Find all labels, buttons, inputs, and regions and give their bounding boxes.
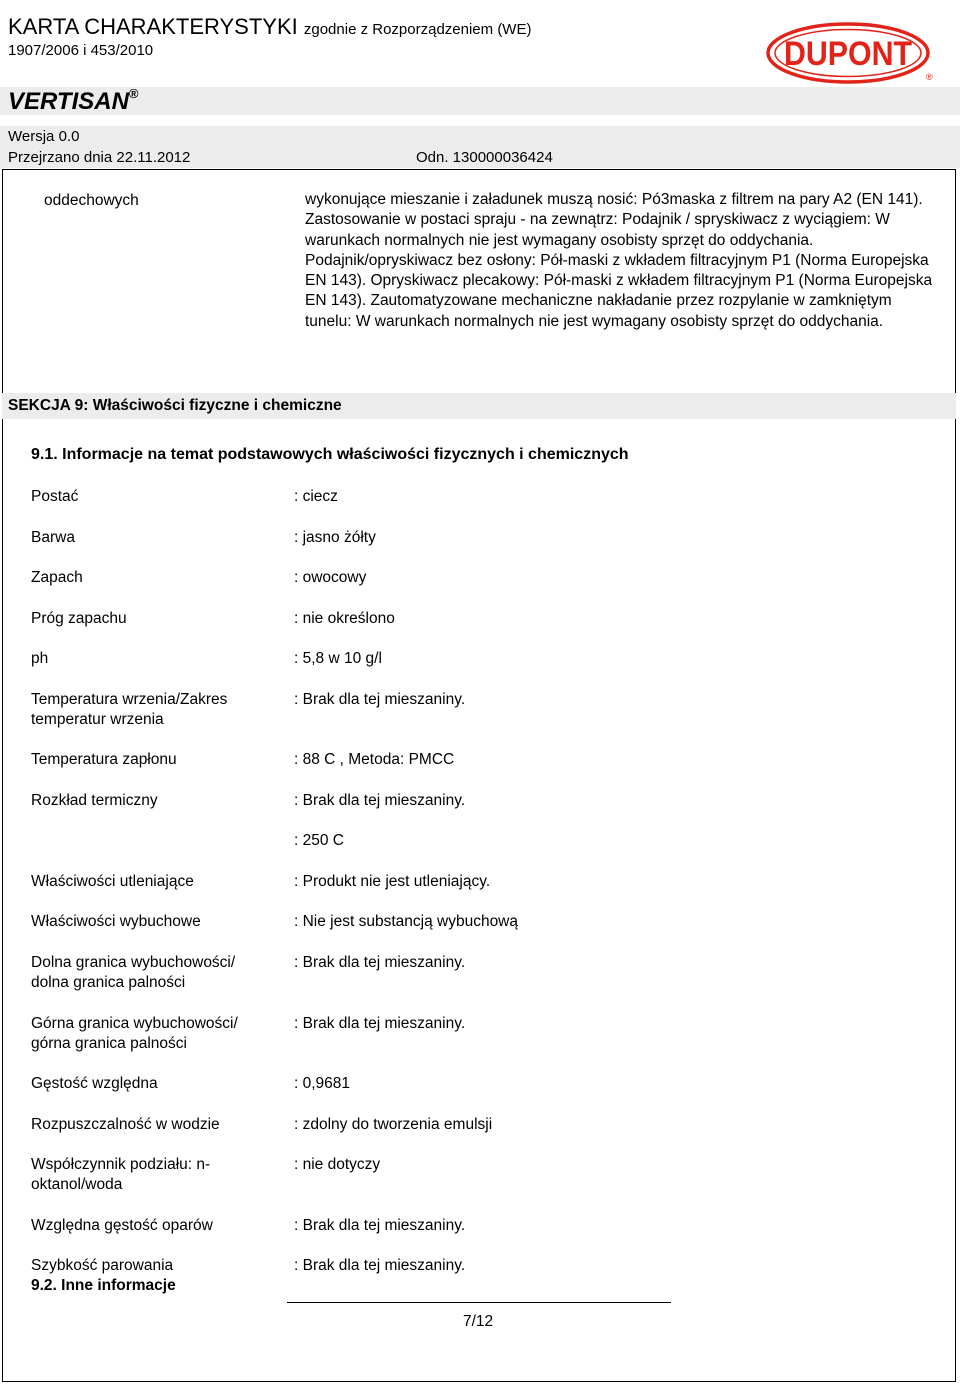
property-value: : ciecz [294, 488, 338, 505]
dupont-logo [766, 22, 934, 84]
version: Wersja 0.0 [8, 128, 80, 145]
page-number: 7/12 [463, 1313, 494, 1330]
property-label: Współczynnik podziału: n-oktanol/woda [31, 1156, 211, 1194]
property-value: : Brak dla tej mieszaniny. [294, 954, 466, 971]
logo-registered-mark: ® [926, 72, 933, 82]
property-value: : owocowy [294, 569, 367, 586]
property-value: : Brak dla tej mieszaniny. [294, 1257, 466, 1274]
header-band-product [0, 87, 960, 115]
document-title [8, 14, 531, 40]
property-value: : Brak dla tej mieszaniny. [294, 1015, 466, 1032]
property-label: Próg zapachu [31, 610, 127, 627]
property-label: Właściwości utleniające [31, 873, 194, 890]
property-value: : zdolny do tworzenia emulsji [294, 1116, 493, 1133]
property-label: Względna gęstość oparów [31, 1217, 213, 1234]
continued-label: oddechowych [44, 192, 139, 209]
property-label: Rozpuszczalność w wodzie [31, 1116, 220, 1133]
property-label: Gęstość względna [31, 1075, 158, 1092]
property-label: Dolna granica wybuchowości/ dolna granica palności [31, 954, 236, 992]
property-label: Górna granica wybuchowości/ górna granica palności [31, 1015, 238, 1053]
content-frame [2, 169, 956, 1382]
property-value: : 250 C [294, 832, 344, 849]
product-name-text: VERTISAN [8, 88, 129, 115]
property-value: : 0,9681 [294, 1075, 351, 1092]
title-main: KARTA CHARAKTERYSTYKI [8, 14, 298, 39]
continued-text: wykonujące mieszanie i załadunek muszą nosić: Pó3maska z filtrem na pary A2 (EN 141). Zastosowanie w postaci spraju - na zewnątrz: Podajnik / spryskiwacz z wyciągiem: W warunkach normalnych nie jest wymagany osobisty sprzęt do oddychania. Podajnik/opryskiwacz bez osłony: Pół-maski z wkładem filtracyjnym P1 (Norma Europejska EN 143). Opryskiwacz plecakowy: Pół-maski z wkładem filtracyjnym P1 (Norma Europejska EN 143). Zautomatyzowane mechaniczne nakładanie przez rozpylanie w zamkniętym tunelu: W warunkach normalnych nie jest wymagany osobisty sprzęt do oddychania. [305, 191, 933, 330]
property-label: Szybkość parowania [31, 1257, 174, 1274]
title-sub: zgodnie z Rozporządzeniem (WE) [303, 21, 532, 38]
registered-mark: ® [128, 86, 139, 101]
property-label: Właściwości wybuchowe [31, 913, 201, 930]
property-label: Temperatura wrzenia/Zakres temperatur wrzenia [31, 691, 228, 729]
property-value: : nie dotyczy [294, 1156, 381, 1173]
revision-date: Przejrzano dnia 22.11.2012 [8, 149, 191, 166]
property-value: : jasno żółty [294, 529, 376, 546]
property-value: : Nie jest substancją wybuchową [294, 913, 519, 930]
property-label: Rozkład termiczny [31, 792, 158, 809]
property-label: Barwa [31, 529, 75, 546]
subsection-title: 9.1. Informacje na temat podstawowych właściwości fizycznych i chemicznych [31, 446, 629, 463]
section-title: SEKCJA 9: Właściwości fizyczne i chemiczne [8, 397, 342, 414]
property-label: ph [31, 650, 49, 667]
property-value: : Brak dla tej mieszaniny. [294, 691, 466, 708]
property-value: : 88 C , Metoda: PMCC [294, 751, 455, 768]
other-info-heading: 9.2. Inne informacje [31, 1277, 176, 1294]
property-value: : Brak dla tej mieszaniny. [294, 792, 466, 809]
footer-divider [287, 1302, 671, 1303]
logo-text: DUPONT [784, 35, 913, 73]
document-number: Odn. 130000036424 [416, 149, 553, 166]
property-value: : 5,8 w 10 g/l [294, 650, 382, 667]
property-label: Temperatura zapłonu [31, 751, 177, 768]
property-value: : Produkt nie jest utleniający. [294, 873, 491, 890]
property-label: Zapach [31, 569, 83, 586]
property-value: : Brak dla tej mieszaniny. [294, 1217, 466, 1234]
property-value: : nie określono [294, 610, 395, 627]
property-label: Postać [31, 488, 79, 505]
product-name [8, 88, 139, 116]
regulation-reference: 1907/2006 i 453/2010 [8, 42, 154, 59]
